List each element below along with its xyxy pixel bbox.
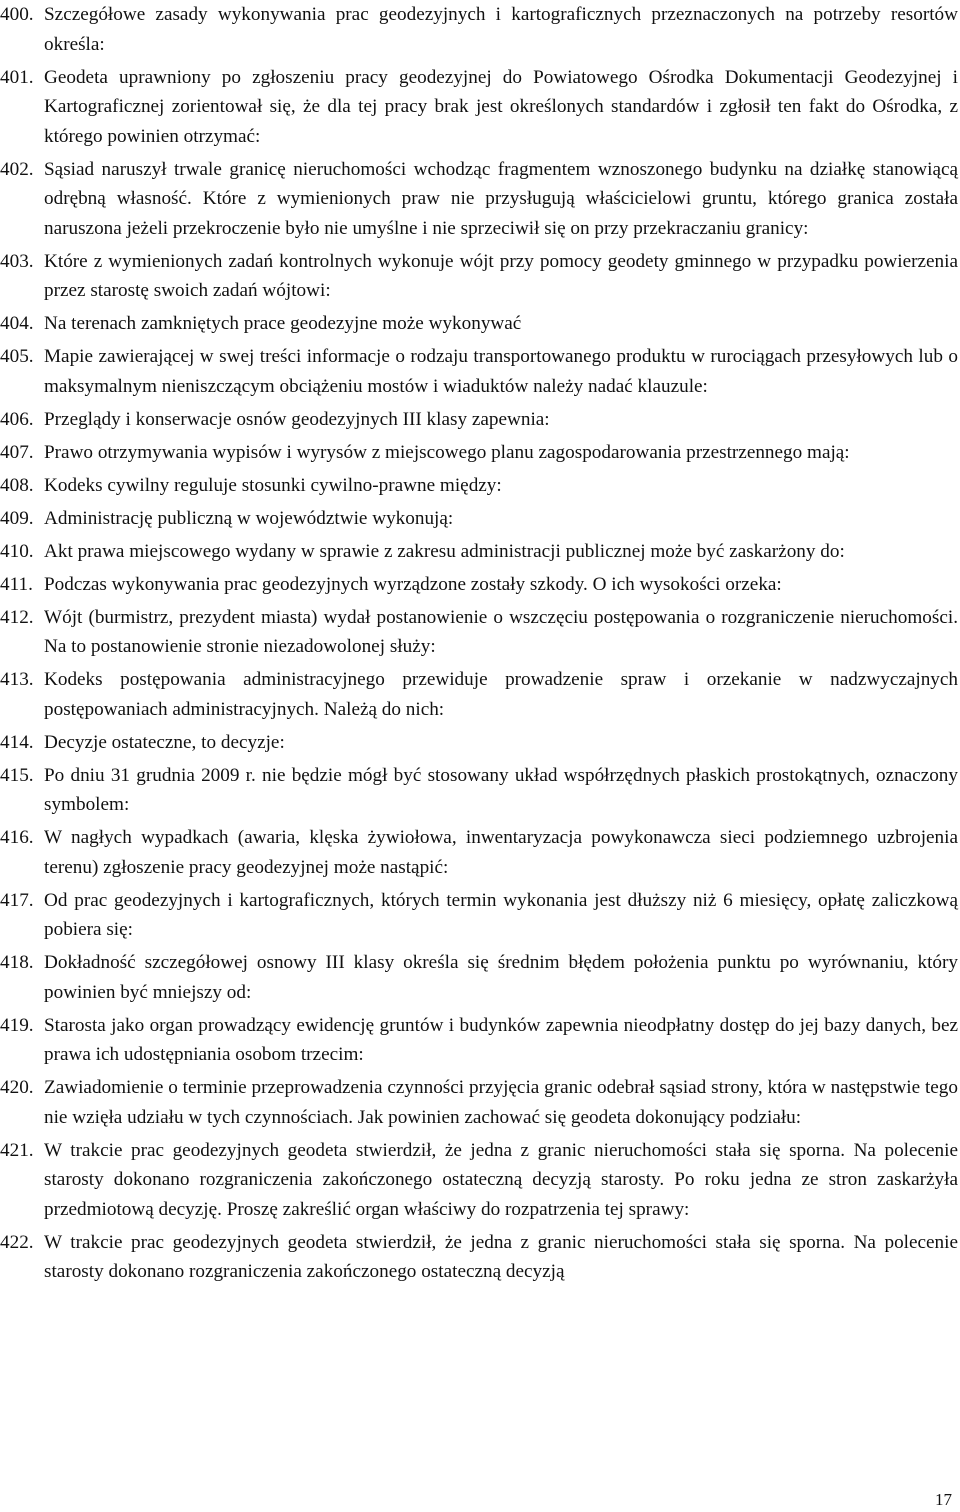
question-text: Sąsiad naruszył trwale granicę nieruchomości wchodząc fragmentem wznoszonego budynku na działkę stanowiącą odrębną własność. Które z wymienionych praw nie przysługują właścicielowi gruntu, którego granica została naruszona jeżeli przekroczenie było nie umyślne i nie sprzeciwił się on przy przekraczaniu granicy: xyxy=(44,158,958,239)
question-text: Podczas wykonywania prac geodezyjnych wyrządzone zostały szkody. O ich wysokości orzeka: xyxy=(44,573,782,595)
question-number: 413. xyxy=(0,669,34,690)
question-404 xyxy=(0,309,958,339)
question-text: W trakcie prac geodezyjnych geodeta stwierdził, że jedna z granic nieruchomości stała się sporna. Na polecenie starosty dokonano rozgraniczenia zakończonego ostateczną decyzją starosty. Po roku jedna ze stron zaskarżyła przedmiotową decyzję. Proszę zakreślić organ właściwy do rozpatrzenia tej sprawy: xyxy=(44,1139,958,1220)
question-text: Szczegółowe zasady wykonywania prac geodezyjnych i kartograficznych przeznaczonych na potrzeby resortów określa: xyxy=(44,4,958,55)
question-408 xyxy=(0,471,958,501)
question-text: Po dniu 31 grudnia 2009 r. nie będzie mógł być stosowany układ współrzędnych płaskich prostokątnych, oznaczony symbolem: xyxy=(44,764,958,815)
question-text: Prawo otrzymywania wypisów i wyrysów z miejscowego planu zagospodarowania przestrzennego mają: xyxy=(44,441,850,463)
question-number: 411. xyxy=(0,573,33,595)
question-422 xyxy=(0,1228,958,1287)
question-text: Administrację publiczną w województwie wykonują: xyxy=(44,507,454,529)
question-number: 421. xyxy=(0,1139,34,1161)
question-number: 418. xyxy=(0,952,34,973)
question-text: Kodeks cywilny reguluje stosunki cywilno-prawne między: xyxy=(44,474,502,496)
question-text: Decyzje ostateczne, to decyzje: xyxy=(44,731,285,753)
question-406 xyxy=(0,405,958,435)
question-411 xyxy=(0,570,958,600)
question-415 xyxy=(0,761,958,820)
question-number: 401. xyxy=(0,66,34,88)
question-number: 415. xyxy=(0,764,34,786)
question-402 xyxy=(0,155,958,244)
question-text: Dokładność szczegółowej osnowy III klasy określa się średnim błędem położenia punktu po wyrównaniu, który powinien być mniejszy od: xyxy=(44,952,958,1003)
question-410 xyxy=(0,537,958,567)
question-text: W nagłych wypadkach (awaria, klęska żywiołowa, inwentaryzacja powykonawcza sieci podziemnego uzbrojenia terenu) zgłoszenie pracy geodezyjnej może nastąpić: xyxy=(44,827,958,878)
question-text: Które z wymienionych zadań kontrolnych wykonuje wójt przy pomocy geodety gminnego w przypadku powierzenia przez starostę swoich zadań wójtowi: xyxy=(44,250,958,301)
question-403 xyxy=(0,247,958,306)
question-text: Mapie zawierającej w swej treści informacje o rodzaju transportowanego produktu w rurociągach przesyłowych lub o maksymalnym nieniszczącym obciążeniu mostów i wiaduktów należy nadać klauzule: xyxy=(44,346,958,397)
question-text: Od prac geodezyjnych i kartograficznych, których termin wykonania jest dłuższy niż 6 miesięcy, opłatę zaliczkową pobiera się: xyxy=(44,889,958,940)
question-number: 404. xyxy=(0,313,34,334)
question-text: W trakcie prac geodezyjnych geodeta stwierdził, że jedna z granic nieruchomości stała się sporna. Na polecenie starosty dokonano rozgraniczenia zakończonego ostateczną decyzją xyxy=(44,1231,958,1282)
question-number: 408. xyxy=(0,474,34,496)
question-text: Zawiadomienie o terminie przeprowadzenia czynności przyjęcia granic odebrał sąsiad strony, która w następstwie tego nie wzięła udziału w tych czynnościach. Jak powinien zachować się geodeta dokonujący podziału: xyxy=(44,1077,958,1128)
question-number: 419. xyxy=(0,1014,34,1036)
question-number: 417. xyxy=(0,889,34,911)
question-number: 420. xyxy=(0,1077,34,1098)
page-number: 17 xyxy=(935,1490,952,1509)
question-419 xyxy=(0,1011,958,1070)
question-number: 403. xyxy=(0,250,34,272)
question-412 xyxy=(0,603,958,662)
question-number: 412. xyxy=(0,606,34,628)
question-420 xyxy=(0,1073,958,1132)
question-text: Przeglądy i konserwacje osnów geodezyjnych III klasy zapewnia: xyxy=(44,408,550,430)
question-number: 402. xyxy=(0,158,34,180)
question-413 xyxy=(0,665,958,724)
question-number: 400. xyxy=(0,4,34,25)
question-text: Starosta jako organ prowadzący ewidencję gruntów i budynków zapewnia nieodpłatny dostęp do jej bazy danych, bez prawa ich udostępniania osobom trzecim: xyxy=(44,1014,958,1065)
question-text: Kodeks postępowania administracyjnego przewiduje prowadzenie spraw i orzekanie w nadzwyczajnych postępowaniach administracyjnych. Należą do nich: xyxy=(44,669,958,720)
question-414 xyxy=(0,728,958,758)
question-401 xyxy=(0,63,958,152)
question-421 xyxy=(0,1136,958,1225)
question-text: Akt prawa miejscowego wydany w sprawie z zakresu administracji publicznej może być zaskarżony do: xyxy=(44,540,845,562)
question-418 xyxy=(0,948,958,1007)
question-405 xyxy=(0,342,958,401)
question-400 xyxy=(0,0,958,59)
question-416 xyxy=(0,823,958,882)
question-417 xyxy=(0,886,958,945)
question-text: Wójt (burmistrz, prezydent miasta) wydał postanowienie o wszczęciu postępowania o rozgraniczenie nieruchomości. Na to postanowienie stronie niezadowolonej służy: xyxy=(44,606,958,657)
question-409 xyxy=(0,504,958,534)
question-number: 422. xyxy=(0,1231,34,1253)
question-number: 414. xyxy=(0,731,34,753)
question-number: 406. xyxy=(0,408,34,430)
question-number: 407. xyxy=(0,441,34,463)
question-number: 416. xyxy=(0,827,34,848)
question-number: 405. xyxy=(0,346,34,367)
question-number: 409. xyxy=(0,507,34,529)
question-text: Geodeta uprawniony po zgłoszeniu pracy geodezyjnej do Powiatowego Ośrodka Dokumentacji Geodezyjnej i Kartograficznej zorientował się, że dla tej pracy brak jest określonych standardów i zgłosił ten fakt do Ośrodka, z którego powinien otrzymać: xyxy=(44,66,958,147)
question-number: 410. xyxy=(0,540,34,562)
question-text: Na terenach zamkniętych prace geodezyjne może wykonywać xyxy=(44,313,522,334)
question-407 xyxy=(0,438,958,468)
